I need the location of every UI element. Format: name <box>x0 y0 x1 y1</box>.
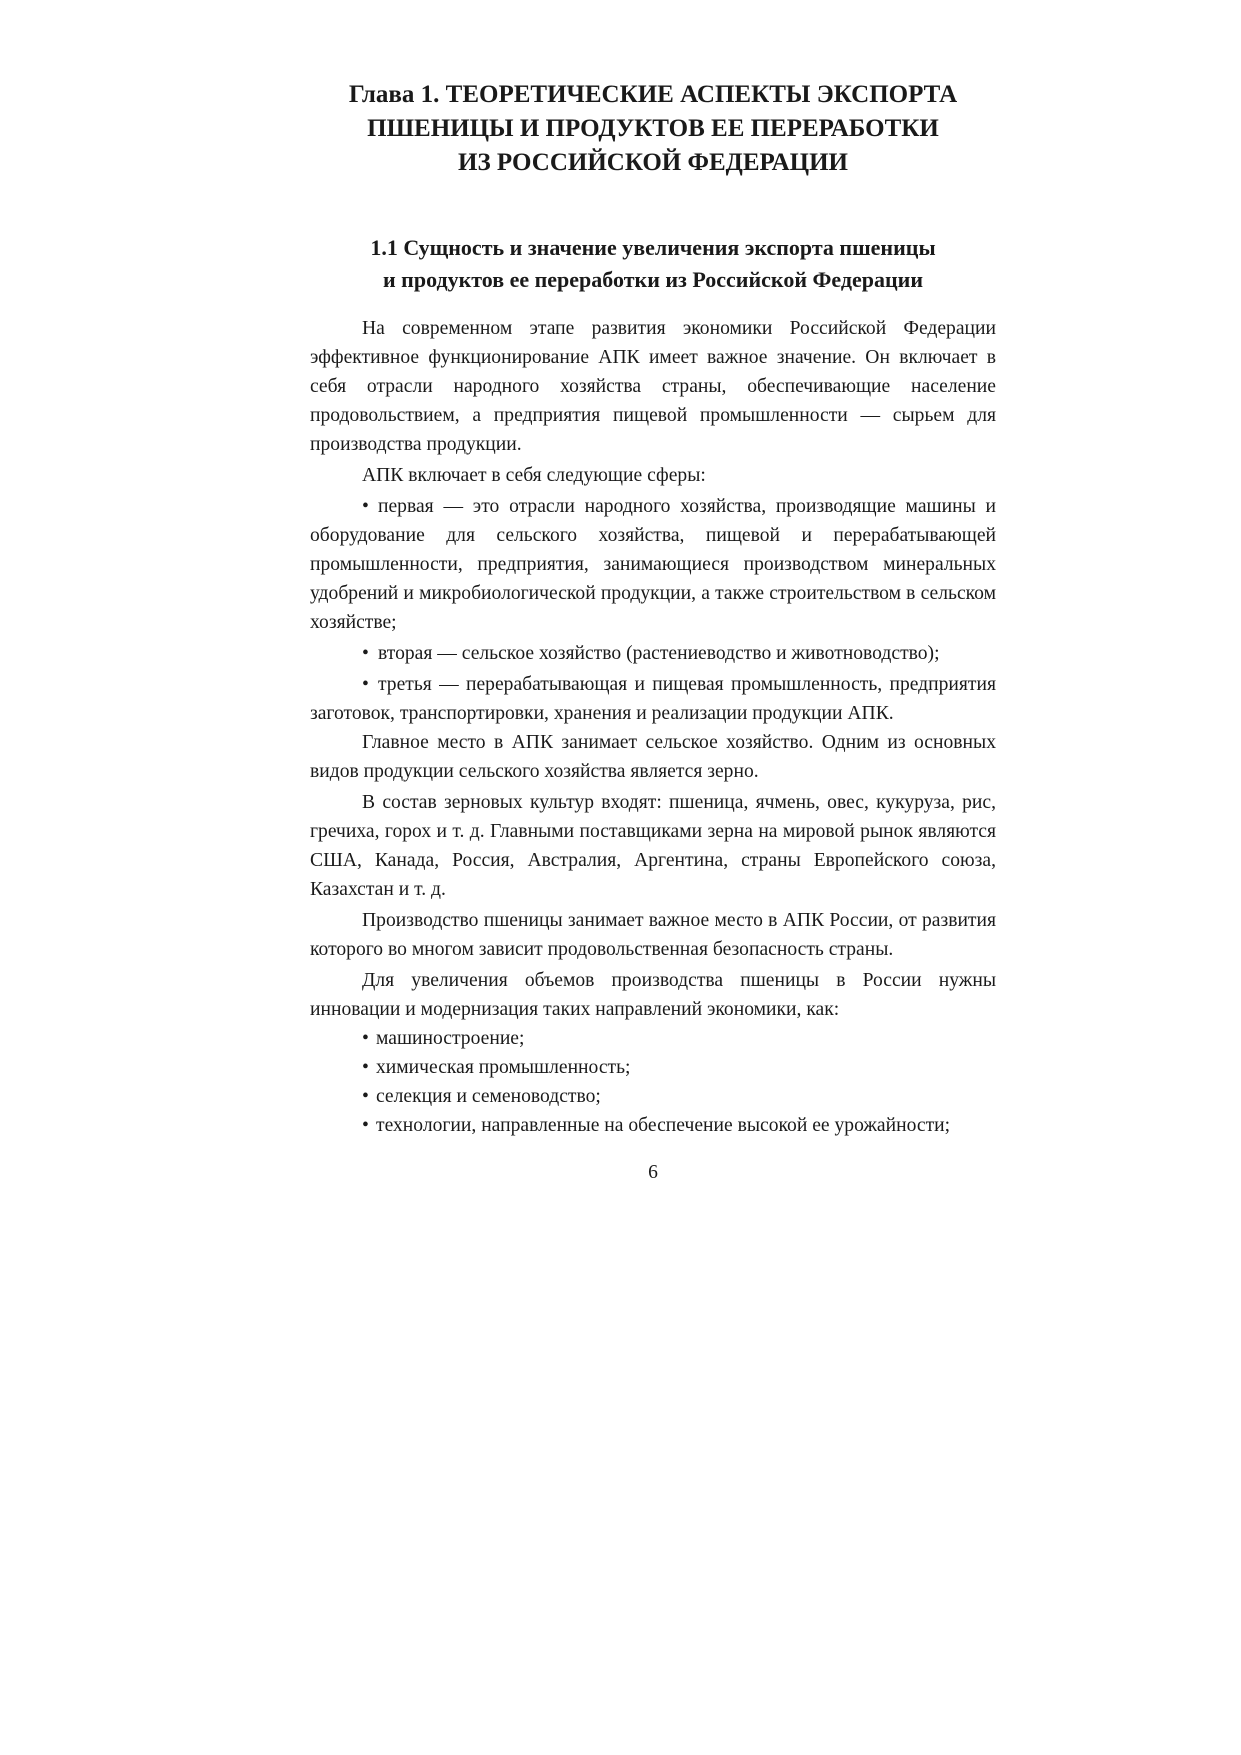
sphere-item-third-text: третья — перерабатывающая и пищевая промышленность, предприятия заготовок, транспортировки, хранения и реализации продукции АПК. <box>310 674 996 724</box>
sphere-item-second <box>310 639 996 668</box>
bullet-icon: • <box>362 1086 369 1107</box>
chapter-title-line-3: ИЗ РОССИЙСКОЙ ФЕДЕРАЦИИ <box>458 149 848 176</box>
page-number: 6 <box>648 1162 658 1183</box>
bullet-icon: • <box>362 643 369 664</box>
sphere-item-third <box>310 670 996 728</box>
sphere-item-first <box>310 492 996 637</box>
chapter-title-line-2: ПШЕНИЦЫ И ПРОДУКТОВ ЕЕ ПЕРЕРАБОТКИ <box>367 115 939 142</box>
section-title <box>310 232 996 296</box>
section-title-line-2: и продуктов ее переработки из Российской Федерации <box>382 267 924 292</box>
chapter-title <box>310 78 996 180</box>
list-item: • технологии, направленные на обеспечение высокой ее урожайности; <box>310 1111 996 1140</box>
paragraph-agriculture: Главное место в АПК занимает сельское хозяйство. Одним из основных видов продукции сельского хозяйства является зерно. <box>310 732 996 782</box>
bullet-icon: • <box>362 1115 369 1136</box>
document-page <box>310 78 996 1187</box>
paragraph-innovation: Для увеличения объемов производства пшеницы в России нужны инновации и модернизация таких направлений экономики, как: <box>310 970 996 1020</box>
bullet-icon: • <box>362 674 369 695</box>
sphere-item-second-text: вторая — сельское хозяйство (растениеводство и животноводство); <box>378 643 940 664</box>
list-item: • селекция и семеноводство; <box>310 1082 996 1111</box>
paragraph-spheres-lead: АПК включает в себя следующие сферы: <box>362 465 706 486</box>
section-title-line-1: 1.1 Сущность и значение увеличения экспорта пшеницы <box>370 235 936 260</box>
bullet-icon: • <box>362 1057 369 1078</box>
bullet-icon: • <box>362 1028 369 1049</box>
paragraph-grain-crops: В состав зерновых культур входят: пшеница, ячмень, овес, кукуруза, рис, гречиха, горох и т. д. Главными поставщиками зерна на мировой рынок являются США, Канада, Россия, Австралия, Аргентина, страны Европейского союза, Казахстан и т. д. <box>310 792 996 900</box>
chapter-title-line-1: Глава 1. ТЕОРЕТИЧЕСКИЕ АСПЕКТЫ ЭКСПОРТА <box>348 81 958 108</box>
paragraph-intro: На современном этапе развития экономики Российской Федерации эффективное функционирование АПК имеет важное значение. Он включает в себя отрасли народного хозяйства страны, обеспечивающие население продовольствием, а предприятия пищевой промышленности — сырьем для производства продукции. <box>310 318 996 455</box>
paragraph-wheat-production: Производство пшеницы занимает важное место в АПК России, от развития которого во многом зависит продовольственная безопасность страны. <box>310 910 996 960</box>
bullet-icon: • <box>362 496 369 517</box>
list-item: • химическая промышленность; <box>310 1053 996 1082</box>
sphere-item-first-text: первая — это отрасли народного хозяйства, производящие машины и оборудование для сельского хозяйства, пищевой и перерабатывающей промышленности, предприятия, занимающиеся производством минеральных удобрений и микробиологической продукции, а также строительством в сельском хозяйстве; <box>310 496 996 633</box>
list-item: • машиностроение; <box>310 1024 996 1053</box>
